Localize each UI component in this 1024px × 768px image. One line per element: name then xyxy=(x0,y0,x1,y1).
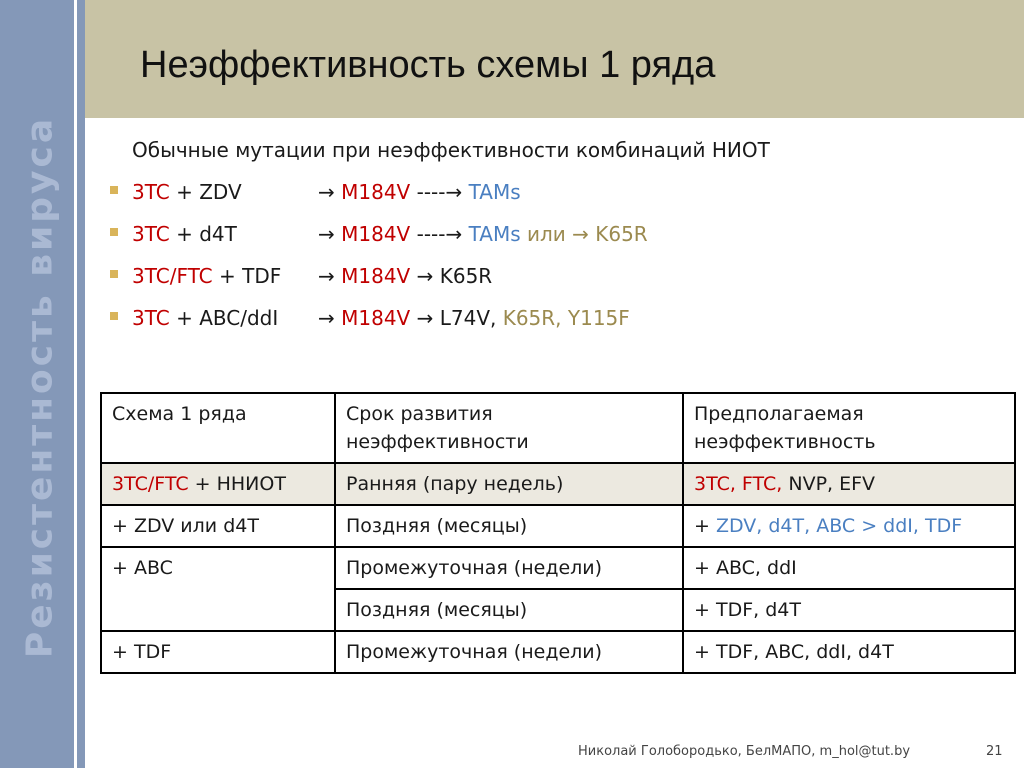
header-cell: Срок развития неэффективности xyxy=(335,393,683,463)
slide-title: Неэффективность схемы 1 ряда xyxy=(140,44,716,86)
drug-combo: 3TC + ABC/ddI xyxy=(132,306,279,330)
bullet-square-icon xyxy=(110,312,118,320)
drug-combo: 3TC + ZDV xyxy=(132,180,242,204)
table-header-row xyxy=(101,393,1015,463)
table-cell: + ABC, ddI xyxy=(683,547,1015,589)
bullet-square-icon xyxy=(110,270,118,278)
table-row xyxy=(101,463,1015,505)
scheme-table xyxy=(100,392,1016,674)
sidebar xyxy=(0,0,85,768)
mutation-path: → M184V → K65R xyxy=(318,264,493,288)
table-cell: 3TC, FTC, NVP, EFV xyxy=(683,463,1015,505)
mutation-path: → M184V ----→ TAMs xyxy=(318,180,521,204)
table-cell: Поздняя (месяцы) xyxy=(335,505,683,547)
table-cell: + ZDV, d4T, ABC > ddI, TDF xyxy=(683,505,1015,547)
drug-combo: 3TC/FTC + TDF xyxy=(132,264,282,288)
bullet-square-icon xyxy=(110,228,118,236)
table-row xyxy=(101,547,1015,589)
footer-author: Николай Голобородько, БелМАПО, m_hol@tut.by xyxy=(578,744,911,759)
table-cell: + TDF xyxy=(101,631,335,673)
table-cell: Поздняя (месяцы) xyxy=(335,589,683,631)
mutation-path: → M184V ----→ TAMs или → K65R xyxy=(318,222,648,246)
table-cell: + ZDV или d4T xyxy=(101,505,335,547)
header-cell: Предполагаемая неэффективность xyxy=(683,393,1015,463)
sidebar-label: Резистентность вируса xyxy=(19,115,61,659)
table-cell: + TDF, ABC, ddI, d4T xyxy=(683,631,1015,673)
table-cell: + TDF, d4T xyxy=(683,589,1015,631)
table-cell: + ABC xyxy=(101,547,335,631)
drug-combo: 3TC + d4T xyxy=(132,222,237,246)
subtitle: Обычные мутации при неэффективности комбинаций НИОТ xyxy=(132,138,770,162)
table-cell: Ранняя (пару недель) xyxy=(335,463,683,505)
mutation-path: → M184V → L74V, K65R, Y115F xyxy=(318,306,630,330)
table-cell: Промежуточная (недели) xyxy=(335,631,683,673)
table-cell: 3TC/FTC + ННИОТ xyxy=(101,463,335,505)
header-cell: Схема 1 ряда xyxy=(101,393,335,463)
table-row xyxy=(101,505,1015,547)
table-cell: Промежуточная (недели) xyxy=(335,547,683,589)
page-number: 21 xyxy=(986,744,1003,759)
bullet-square-icon xyxy=(110,186,118,194)
sidebar-divider xyxy=(74,0,77,768)
table-row xyxy=(101,631,1015,673)
